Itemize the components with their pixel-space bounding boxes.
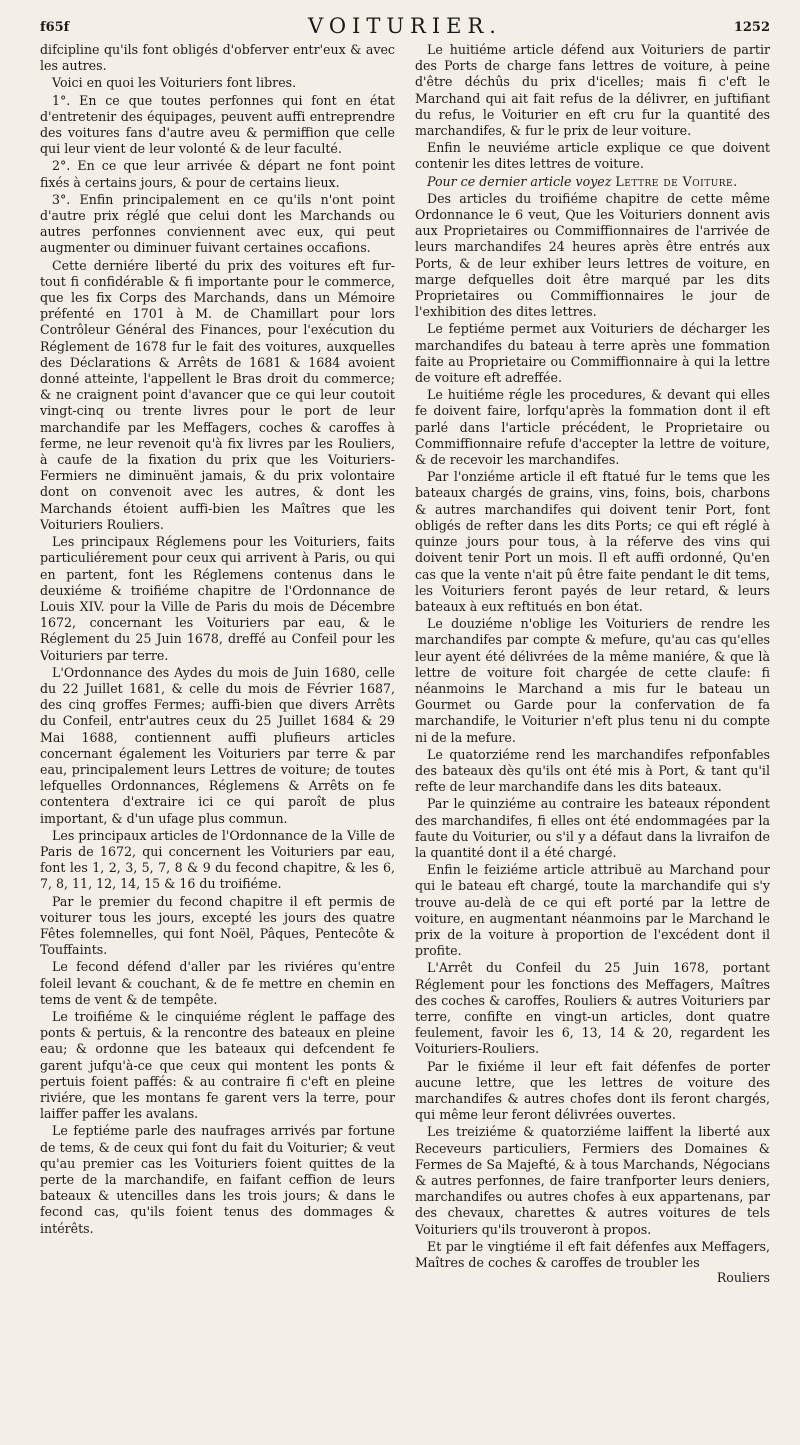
paragraph: Le quatorziéme rend les marchandifes refponfables des bateaux dès qu'ils ont été mis à Port, & tant qu'il refte de leur marchandife dans les dits bateaux.: [415, 746, 770, 795]
paragraph: Enfin le neuviéme article explique ce que doivent contenir les dites lettres de voiture.: [415, 140, 770, 172]
paragraph: Par l'onziéme article il eft ftatué fur le tems que les bateaux chargés de grains, vins, foins, bois, charbons & autres marchandifes qui doivent tenir Port, font obligés de refter dans les dits Ports; ce qui eft réglé à quinze jours pour tous, à la réferve des vins qui doivent tenir Port un mois. Il eft auffi ordonné, Qu'en cas que la vente n'ait pû être faite pendant le dit tems, les Voituriers feront payés de leur retard, & leurs bateaux à eux reftitués en bon état.: [415, 469, 770, 614]
paragraph: Les principaux articles de l'Ordonnance de la Ville de Paris de 1672, qui concernent les Voituriers par eau, font les 1, 2, 3, 5, 7, 8 & 9 du fecond chapitre, & les 6, 7, 8, 11, 12, 14, 15 & 16 du troifiéme.: [40, 827, 395, 892]
header-title: VOITURIER.: [308, 14, 502, 38]
running-header: [40, 14, 770, 42]
cross-reference: [415, 174, 770, 190]
paragraph: Les treiziéme & quatorziéme laiffent la liberté aux Receveurs particuliers, Fermiers des Domaines & Fermes de Sa Majefté, & à tous Marchands, Négocians & autres perfonnes, de faire tranfporter leurs deniers, marchandifes ou autres chofes à eux appartenans, par des chevaux, charettes & autres voitures de tels Voituriers qu'ils trouveront à propos.: [415, 1124, 770, 1237]
paragraph: Le huitiéme régle les procedures, & devant qui elles fe doivent faire, lorfqu'après la fommation dont il eft parlé dans l'article précédent, le Proprietaire ou Commiffionnaire refufe d'accepter la lettre de voiture, & de recevoir les marchandifes.: [415, 387, 770, 468]
right-column-part-b: [415, 191, 770, 1271]
paragraph: Le huitiéme article défend aux Voituriers de partir des Ports de charge fans lettres de voiture, à peine d'être déchûs du prix d'icelles; mais fi c'eft le Marchand qui ait fait refus de la délivrer, en juftifiant du refus, le Voiturier en eft cru fur la quantité des marchandifes, & fur le prix de leur voiture.: [415, 42, 770, 139]
paragraph: 2°. En ce que leur arrivée & départ ne font point fixés à certains jours, & pour de certains lieux.: [40, 158, 395, 190]
paragraph: Voici en quoi les Voituriers font libres.: [52, 75, 297, 91]
paragraph: Le feptiéme permet aux Voituriers de décharger les marchandifes du bateau à terre après une fommation faite au Proprietaire ou Commiffionnaire à qui la lettre de voiture eft adreffée.: [415, 321, 770, 386]
paragraph: Et par le vingtiéme il eft fait défenfes aux Meffagers, Maîtres de coches & caroffes de troubler les: [415, 1238, 770, 1271]
paragraph: Par le premier du fecond chapitre il eft permis de voiturer tous les jours, excepté les jours des quatre Fêtes folemnelles, qui font Noël, Pâques, Pentecôte & Touffaints.: [40, 893, 395, 958]
two-column-body: [40, 42, 770, 1286]
reference-smallcaps: Lettre de Voiture.: [615, 173, 738, 189]
paragraph: difcipline qu'ils font obligés d'obferver entr'eux & avec les autres.: [40, 42, 395, 74]
paragraph: Les principaux Réglemens pour les Voituriers, faits particuliérement pour ceux qui arrivent à Paris, ou qui en partent, font les Réglemens contenus dans le deuxiéme & troifiéme chapitre de l'Ordonnance de Louis XIV. pour la Ville de Paris du mois de Décembre 1672, concernant les Voituriers par eau, & le Réglement du 25 Juin 1678, dreffé au Confeil pour les Voituriers par terre.: [40, 534, 395, 663]
paragraph: L'Arrêt du Confeil du 25 Juin 1678, portant Réglement pour les fonctions des Meffagers, Maîtres des coches & caroffes, Rouliers & autres Voituriers par terre, confifte en vingt-un articles, dont quatre feulement, favoir les 6, 13, 14 & 20, regardent les Voituriers-Rouliers.: [415, 960, 770, 1057]
paragraph: 3°. Enfin principalement en ce qu'ils n'ont point d'autre prix réglé que celui dont les Marchands ou autres perfonnes conviennent avec eux, qui peut augmenter ou diminuer fuivant certaines occafions.: [40, 191, 395, 256]
right-column: [415, 42, 770, 1286]
right-column-part-a: [415, 42, 770, 173]
paragraph: Des articles du troifiéme chapitre de cette même Ordonnance le 6 veut, Que les Voituriers donnent avis aux Proprietaires ou Commiffionnaires de l'arrivée de leurs marchandifes 24 heures après être entrés aux Ports, & de leur exhiber leurs lettres de voiture, en marge defquelles doit être marqué par les dits Proprietaires ou Commiffionnaires le jour de l'exhibition des dites lettres.: [415, 190, 770, 320]
paragraph: Le troifiéme & le cinquiéme réglent le paffage des ponts & pertuis, & la rencontre des bateaux en pleine eau; & ordonne que les bateaux qui defcendent fe garent jufqu'à-ce que ceux qui montent les ponts & pertuis foient paffés: & au contraire fi c'eft en pleine riviére, que les montans fe garent vers la terre, pour laiffer paffer les avalans.: [40, 1008, 395, 1122]
paragraph: Par le quinziéme au contraire les bateaux répondent des marchandifes, fi elles ont été endommagées par la faute du Voiturier, ou s'il y a défaut dans la livraifon de la quantité dont il a été chargé.: [415, 796, 770, 860]
paragraph: Cette derniére liberté du prix des voitures eft fur-tout fi confidérable & fi importante pour le commerce, que les fix Corps des Marchands, dans un Mémoire préfenté en 1701 à M. de Chamillart pour lors Contrôleur Général des Finances, pour l'exécution du Réglement de 1678 fur le fait des voitures, auxquelles des Déclarations & Arrêts de 1681 & 1684 avoient donné atteinte, l'appellent le Bras droit du commerce; & ne craignent point d'avancer que ce qui leur coutoit vingt-cinq ou trente livres pour le port de leur marchandife par les Meffagers, coches & caroffes à ferme, ne leur revenoit qu'à fix livres par les Rouliers, à caufe de la fixation du prix que les Voituriers-Fermiers ne diminuënt jamais, & du prix volontaire dont on convenoit avec les autres, & dont les Marchands étoient auffi-bien les Maîtres que les Voituriers Rouliers.: [40, 257, 395, 532]
catchword: Rouliers: [716, 1270, 770, 1286]
header-left-mark: f65f: [40, 20, 70, 35]
column-number: 1252: [733, 20, 770, 35]
paragraph: Le fecond défend d'aller par les riviéres qu'entre foleil levant & couchant, & de fe mettre en chemin en tems de vent & de tempête.: [40, 959, 395, 1007]
reference-italic: Pour ce dernier article voyez: [427, 173, 612, 189]
paragraph: Le feptiéme parle des naufrages arrivés par fortune de tems, & de ceux qui font du fait du Voiturier; & veut qu'au premier cas les Voituriers foient quittes de la perte de la marchandife, en faifant ceffion de leurs bateaux & utencilles dans les trois jours; & dans le fecond cas, qu'ils foient tenus des dommages & intérêts.: [40, 1123, 395, 1236]
paragraph: Le douziéme n'oblige les Voituriers de rendre les marchandifes par compte & mefure, qu'au cas qu'elles leur ayent été délivrées de la même maniére, & que là lettre de voiture foit chargée de cette claufe: fi néanmoins le Marchand a mis fur le bateau un Gourmet ou Garde pour la confervation de fa marchandife, le Voiturier n'eft plus tenu ni du compte ni de la mefure.: [415, 616, 770, 745]
paragraph: Enfin le feiziéme article attribuë au Marchand pour qui le bateau eft chargé, toute la marchandife qui s'y trouve au-delà de ce qui eft porté par la lettre de voiture, en augmentant néanmoins par le Marchand le prix de la voiture à proportion de l'excédent dont il profite.: [415, 862, 770, 959]
paragraph: 1°. En ce que toutes perfonnes qui font en état d'entretenir des équipages, peuvent auffi entreprendre des voitures fans d'autre aveu & permiffion que celle qui leur vient de leur volonté & de leur faculté.: [40, 92, 395, 157]
paragraph: L'Ordonnance des Aydes du mois de Juin 1680, celle du 22 Juillet 1681, & celle du mois de Février 1687, des cinq groffes Fermes; auffi-bien que divers Arrêts du Confeil, entr'autres ceux du 25 Juillet 1684 & 29 Mai 1688, contiennent auffi plufieurs articles concernant également les Voituriers par terre & par eau, principalement leurs Lettres de voiture; de toutes lefquelles Ordonnances, Réglemens & Arrêts on fe contentera d'extraire ici ce qui paroît de plus important, & d'un ufage plus commun.: [40, 664, 395, 826]
paragraph: Par le fixiéme il leur eft fait défenfes de porter aucune lettre, que les lettres de voiture des marchandifes & autres chofes dont ils feront chargés, qui même leur feront délivrées ouvertes.: [415, 1058, 770, 1123]
left-column: [40, 42, 395, 1286]
